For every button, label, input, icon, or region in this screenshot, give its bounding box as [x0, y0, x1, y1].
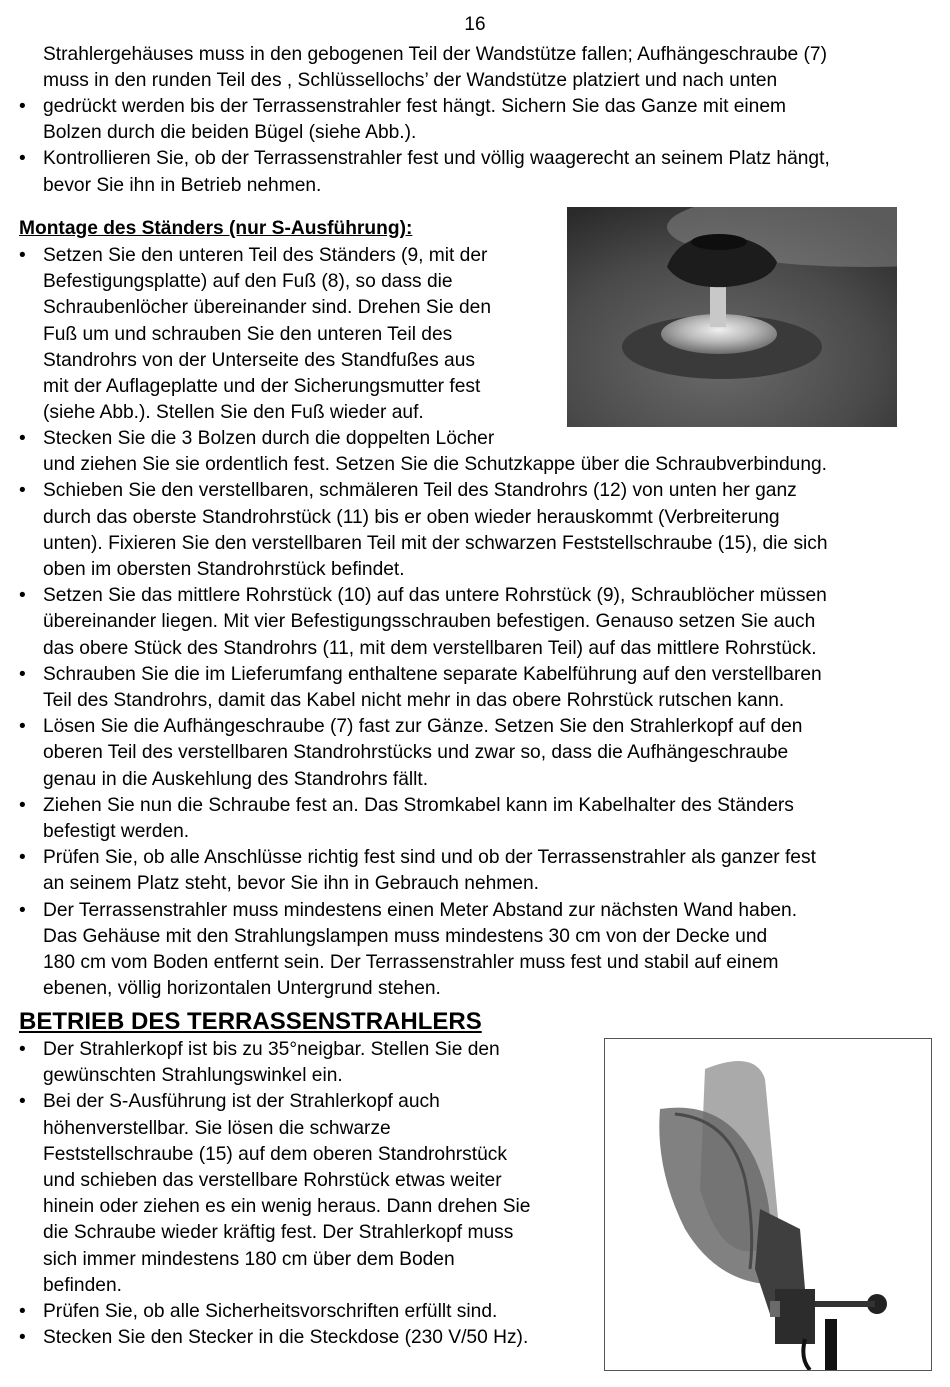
- op-bullets: [19, 1037, 604, 1351]
- list-item: [19, 94, 939, 146]
- intro-bullets: [19, 94, 939, 199]
- list-item: [19, 845, 939, 897]
- list-line: • Setzen Sie das mittlere Rohrstück (10) auf das untere Rohrstück (9), Schraublöcher müssen: [43, 585, 827, 607]
- list-item: [19, 898, 939, 1003]
- list-line: Das Gehäuse mit den Strahlungslampen muss mindestens 30 cm von der Decke und: [43, 925, 768, 947]
- page-number: 16: [464, 14, 486, 35]
- base-plate-photo: [567, 207, 897, 427]
- mount-bullets: [19, 426, 939, 1002]
- list-line: hinein oder ziehen es ein wenig heraus. Dann drehen Sie: [43, 1196, 531, 1218]
- list-item: [19, 1089, 604, 1299]
- list-line: • Stecken Sie den Stecker in die Steckdose (230 V/50 Hz).: [43, 1327, 529, 1349]
- heater-head-illustration: [604, 1038, 932, 1371]
- list-line: • Der Terrassenstrahler muss mindestens einen Meter Abstand zur nächsten Wand haben.: [43, 899, 798, 921]
- list-line: • Prüfen Sie, ob alle Sicherheitsvorschriften erfüllt sind.: [43, 1301, 498, 1323]
- list-line: befinden.: [43, 1274, 122, 1296]
- list-line: Standrohrs von der Unterseite des Standfußes aus: [43, 349, 475, 371]
- list-line: oberen Teil des verstellbaren Standrohrstücks und zwar so, dass die Aufhängeschraube: [43, 742, 789, 764]
- list-line: • Bei der S-Ausführung ist der Strahlerkopf auch: [43, 1091, 440, 1113]
- list-line: oben im obersten Standrohrstück befindet.: [43, 559, 405, 581]
- section-heading-betrieb: BETRIEB DES TERRASSENSTRAHLERS: [19, 1008, 482, 1035]
- list-line: gewünschten Strahlungswinkel ein.: [43, 1065, 343, 1087]
- list-line: Fuß um und schrauben Sie den unteren Teil des: [43, 323, 453, 345]
- list-line: 180 cm vom Boden entfernt sein. Der Terrassenstrahler muss fest und stabil auf einem: [43, 952, 779, 974]
- list-line: Bolzen durch die beiden Bügel (siehe Abb.).: [43, 122, 417, 144]
- list-line: unten). Fixieren Sie den verstellbaren Teil mit der schwarzen Feststellschraube (15), die sich: [43, 532, 828, 554]
- list-line: übereinander liegen. Mit vier Befestigungsschrauben befestigen. Genauso setzen Sie auch: [43, 611, 816, 633]
- list-line: (siehe Abb.). Stellen Sie den Fuß wieder auf.: [43, 402, 424, 424]
- list-item: [19, 1325, 604, 1351]
- list-line: durch das oberste Standrohrstück (11) bis er oben wieder herauskommt (Verbreiterung: [43, 506, 780, 528]
- list-line: • Kontrollieren Sie, ob der Terrassenstrahler fest und völlig waagerecht an seinem Platz hängt,: [43, 148, 830, 170]
- list-item: [19, 1299, 604, 1325]
- list-line: und ziehen Sie sie ordentlich fest. Setzen Sie die Schutzkappe über die Schraubverbindung.: [43, 454, 827, 476]
- list-line: • Setzen Sie den unteren Teil des Ständers (9, mit der: [43, 245, 488, 266]
- list-line: • Ziehen Sie nun die Schraube fest an. Das Stromkabel kann im Kabelhalter des Ständers: [43, 794, 794, 816]
- list-line: an seinem Platz steht, bevor Sie ihn in Gebrauch nehmen.: [43, 873, 539, 895]
- list-item: [19, 1037, 604, 1089]
- list-line: das obere Stück des Standrohrs (11, mit dem verstellbaren Teil) auf das mittlere Rohrstück.: [43, 637, 817, 659]
- intro-line: muss in den runden Teil des , Schlüssellochs’ der Wandstütze platziert und nach unten: [43, 70, 778, 92]
- list-line: • Prüfen Sie, ob alle Anschlüsse richtig fest sind und ob der Terrassenstrahler als ganzer fest: [43, 847, 816, 869]
- list-line: genau in die Auskehlung des Standrohrs fällt.: [43, 768, 429, 790]
- list-item: [19, 243, 559, 426]
- list-item: [19, 583, 939, 662]
- list-line: • Schrauben Sie die im Lieferumfang enthaltene separate Kabelführung auf den verstellbaren: [43, 663, 822, 685]
- list-line: Schraubenlöcher übereinander sind. Drehen Sie den: [43, 297, 492, 319]
- list-line: und schieben das verstellbare Rohrstück etwas weiter: [43, 1170, 502, 1192]
- intro-line: Strahlergehäuses muss in den gebogenen Teil der Wandstütze fallen; Aufhängeschraube (7): [43, 44, 827, 65]
- list-line: • Stecken Sie die 3 Bolzen durch die doppelten Löcher: [43, 428, 495, 449]
- list-line: bevor Sie ihn in Betrieb nehmen.: [43, 174, 322, 196]
- list-line: Feststellschraube (15) auf dem oberen Standrohrstück: [43, 1143, 507, 1165]
- list-item: [19, 426, 939, 478]
- list-line: höhenverstellbar. Sie lösen die schwarze: [43, 1117, 391, 1139]
- list-line: • gedrückt werden bis der Terrassenstrahler fest hängt. Sichern Sie das Ganze mit einem: [43, 96, 786, 117]
- list-line: mit der Auflageplatte und der Sicherungsmutter fest: [43, 376, 481, 398]
- list-item: [19, 146, 939, 198]
- list-line: • Der Strahlerkopf ist bis zu 35°neigbar. Stellen Sie den: [43, 1039, 500, 1060]
- section-heading-montage: Montage des Ständers (nur S-Ausführung):: [19, 218, 413, 239]
- list-line: ebenen, völlig horizontalen Untergrund stehen.: [43, 978, 441, 1000]
- list-line: Teil des Standrohrs, damit das Kabel nicht mehr in das obere Rohrstück rutschen kann.: [43, 690, 785, 712]
- list-item: [19, 478, 939, 583]
- list-item: [19, 662, 939, 714]
- list-line: • Lösen Sie die Aufhängeschraube (7) fast zur Gänze. Setzen Sie den Strahlerkopf auf den: [43, 716, 803, 738]
- list-line: die Schraube wieder kräftig fest. Der Strahlerkopf muss: [43, 1222, 514, 1244]
- list-line: Befestigungsplatte) auf den Fuß (8), so dass die: [43, 271, 453, 293]
- list-item: [19, 714, 939, 793]
- list-item: [19, 793, 939, 845]
- list-line: befestigt werden.: [43, 821, 190, 843]
- list-line: • Schieben Sie den verstellbaren, schmäleren Teil des Standrohrs (12) von unten her ganz: [43, 480, 797, 502]
- intro-block: [43, 42, 943, 94]
- mount-bullet-first: [19, 243, 559, 426]
- list-line: sich immer mindestens 180 cm über dem Boden: [43, 1248, 455, 1270]
